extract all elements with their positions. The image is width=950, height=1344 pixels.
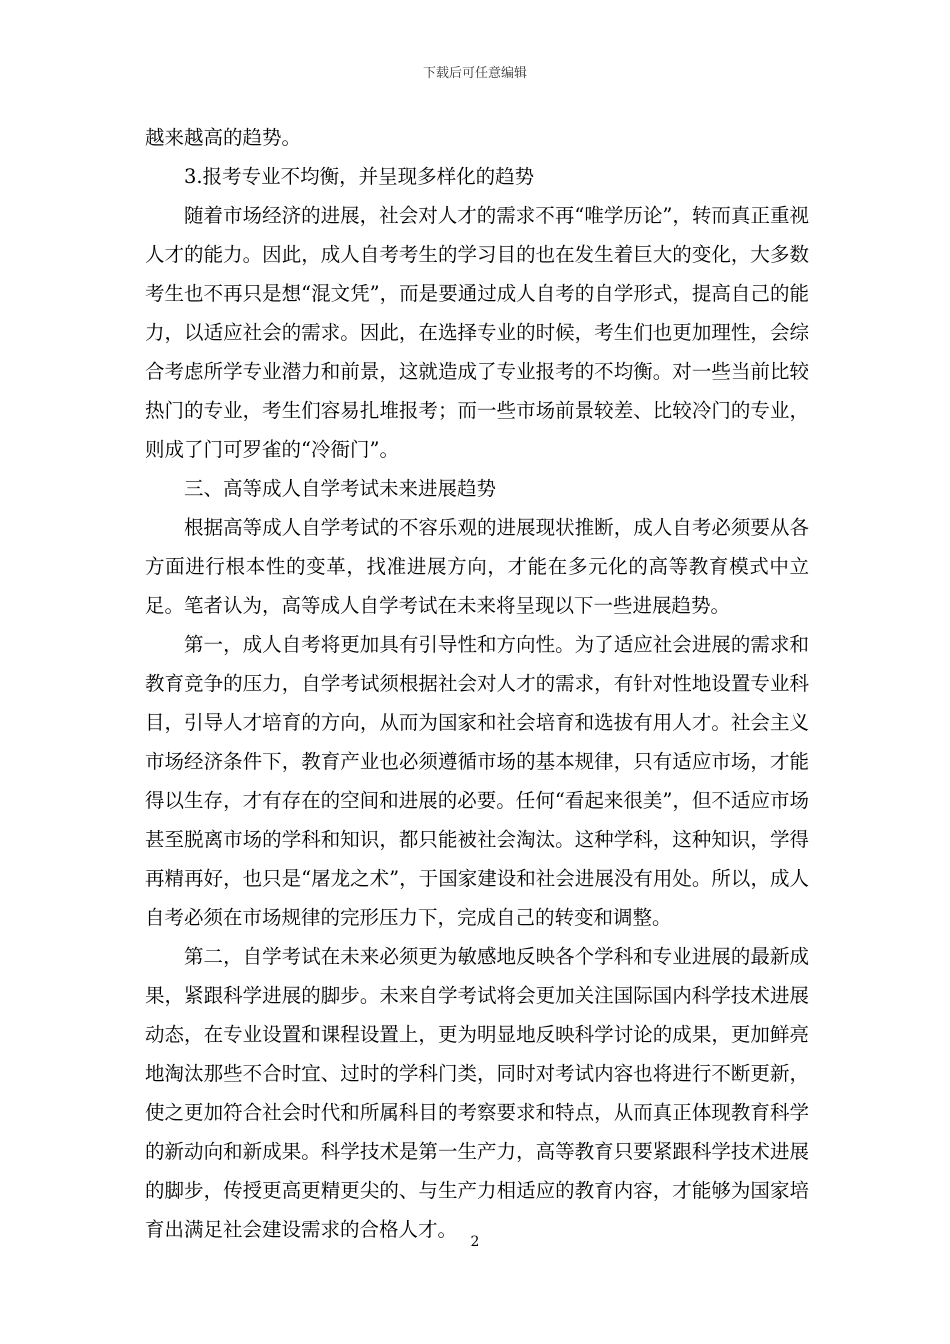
page-header: 下载后可任意编辑 xyxy=(422,66,527,81)
subheading-major-imbalance: 3.报考专业不均衡，并呈现多样化的趋势 xyxy=(184,165,535,188)
paragraph-second-trend: 第二，自学考试在未来必须更为敏感地反映各个学科和专业进展的最新成果，紧跟科学进展的脚步。未来自学考试将会更加关注国际国内科学技术进展动态，在专业设置和课程设置上，更为明显地反映科学讨论的成果，更加鲜亮地淘汰那些不合时宜、过时的学科门类，同时对考试内容也将进行不断更新，使之更加符合社会时代和所属科目的考察要求和特点，从而真正体现教育科学的新动向和新成果。科学技术是第一生产力，高等教育只要紧跟科学技术进展的脚步，传授更高更精更尖的、与生产力相适应的教育内容，才能够为国家培育出满足社会建设需求的合格人才。 xyxy=(145,945,809,1241)
paragraph-continuation: 越来越高的趋势。 xyxy=(145,126,302,149)
paragraph-market-economy: 随着市场经济的进展，社会对人才的需求不再“唯学历论”，转而真正重视人才的能力。因此，成人自考考生的学习目的也在发生着巨大的变化，大多数考生也不再只是想“混文凭”，而是要通过成人自考的自学形式，提高自己的能力，以适应社会的需求。因此，在选择专业的时候，考生们也更加理性，会综合考虑所学专业潜力和前景，这就造成了专业报考的不均衡。对一些当前比较热门的专业，考生们容易扎堆报考；而一些市场前景较差、比较冷门的专业，则成了门可罗雀的“冷衙门”。 xyxy=(145,204,809,461)
section-heading-future-trends: 三、高等成人自学考试未来进展趋势 xyxy=(184,477,497,500)
document-body xyxy=(145,118,809,1249)
paragraph-first-trend: 第一，成人自考将更加具有引导性和方向性。为了适应社会进展的需求和教育竞争的压力，自学考试须根据社会对人才的需求，有针对性地设置专业科目，引导人才培育的方向，从而为国家和社会培育和选拔有用人才。社会主义市场经济条件下，教育产业也必须遵循市场的基本规律，只有适应市场，才能得以生存，才有存在的空间和进展的必要。任何“看起来很美”，但不适应市场甚至脱离市场的学科和知识，都只能被社会淘汰。这种学科，这种知识，学得再精再好，也只是“屠龙之术”，于国家建设和社会进展没有用处。所以，成人自考必须在市场规律的完形压力下，完成自己的转变和调整。 xyxy=(145,633,809,929)
paragraph-reform-intro: 根据高等成人自学考试的不容乐观的进展现状推断，成人自考必须要从各方面进行根本性的变革，找准进展方向，才能在多元化的高等教育模式中立足。笔者认为，高等成人自学考试在未来将呈现以下一些进展趋势。 xyxy=(145,516,809,617)
page-number: 2 xyxy=(470,1234,480,1250)
